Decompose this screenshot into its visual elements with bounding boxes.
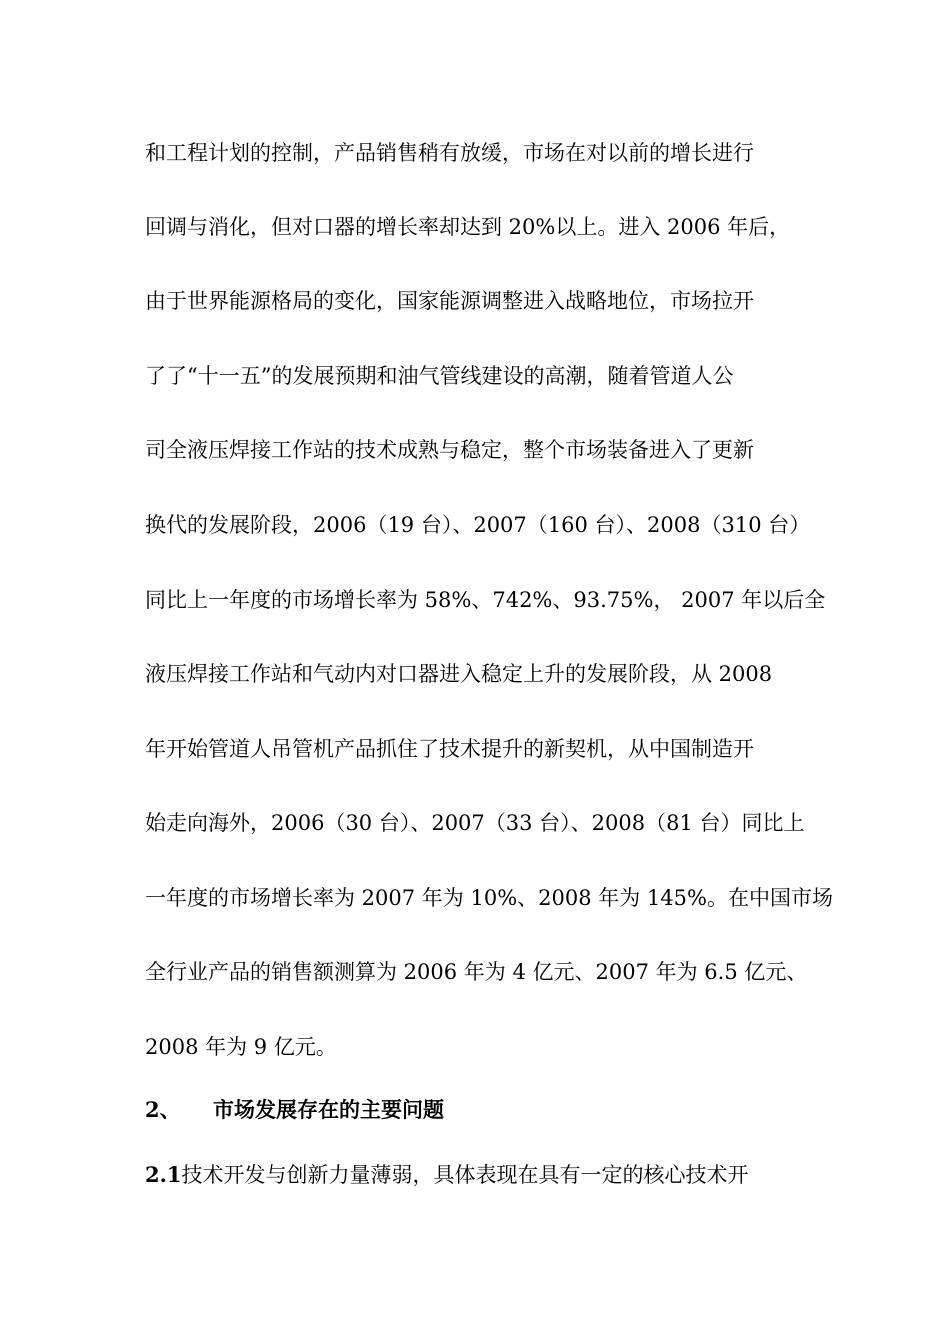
paragraph-line-9: 年开始管道人吊管机产品抓住了技术提升的新契机，从中国制造开	[145, 737, 754, 761]
paragraph-line-7: 同比上一年度的市场增长率为 58%、742%、93.75%， 2007 年以后全	[145, 588, 826, 612]
paragraph-line-10: 始走向海外，2006（30 台）、2007（33 台）、2008（81 台）同比上	[145, 811, 805, 835]
paragraph-line-6: 换代的发展阶段，2006（19 台）、2007（160 台）、2008（310 台）	[145, 513, 811, 537]
paragraph-line-2: 回调与消化，但对口器的增长率却达到 20%以上。进入 2006 年后，	[145, 215, 791, 239]
paragraph-line-13: 2008 年为 9 亿元。	[145, 1035, 337, 1059]
paragraph-line-8: 液压焊接工作站和气动内对口器进入稳定上升的发展阶段，从 2008	[145, 662, 773, 686]
section-number: 2、	[145, 1097, 181, 1122]
section-heading	[145, 1096, 444, 1124]
paragraph-line-3: 由于世界能源格局的变化，国家能源调整进入战略地位，市场拉开	[145, 289, 754, 313]
paragraph-line-11: 一年度的市场增长率为 2007 年为 10%、2008 年为 145%。在中国市场	[145, 886, 833, 910]
subsection-text: 技术开发与创新力量薄弱，具体表现在具有一定的核心技术开	[181, 1163, 749, 1187]
subsection-number: 2.1	[145, 1162, 182, 1187]
section-title: 市场发展存在的主要问题	[213, 1097, 444, 1122]
paragraph-line-5: 司全液压焊接工作站的技术成熟与稳定，整个市场装备进入了更新	[145, 438, 754, 462]
paragraph-line-4: 了了“十一五”的发展预期和油气管线建设的高潮，随着管道人公	[145, 364, 734, 388]
paragraph-line-1: 和工程计划的控制，产品销售稍有放缓，市场在对以前的增长进行	[145, 141, 754, 165]
paragraph-line-12: 全行业产品的销售额测算为 2006 年为 4 亿元、2007 年为 6.5 亿元、	[145, 960, 808, 984]
subsection-line	[145, 1161, 825, 1189]
